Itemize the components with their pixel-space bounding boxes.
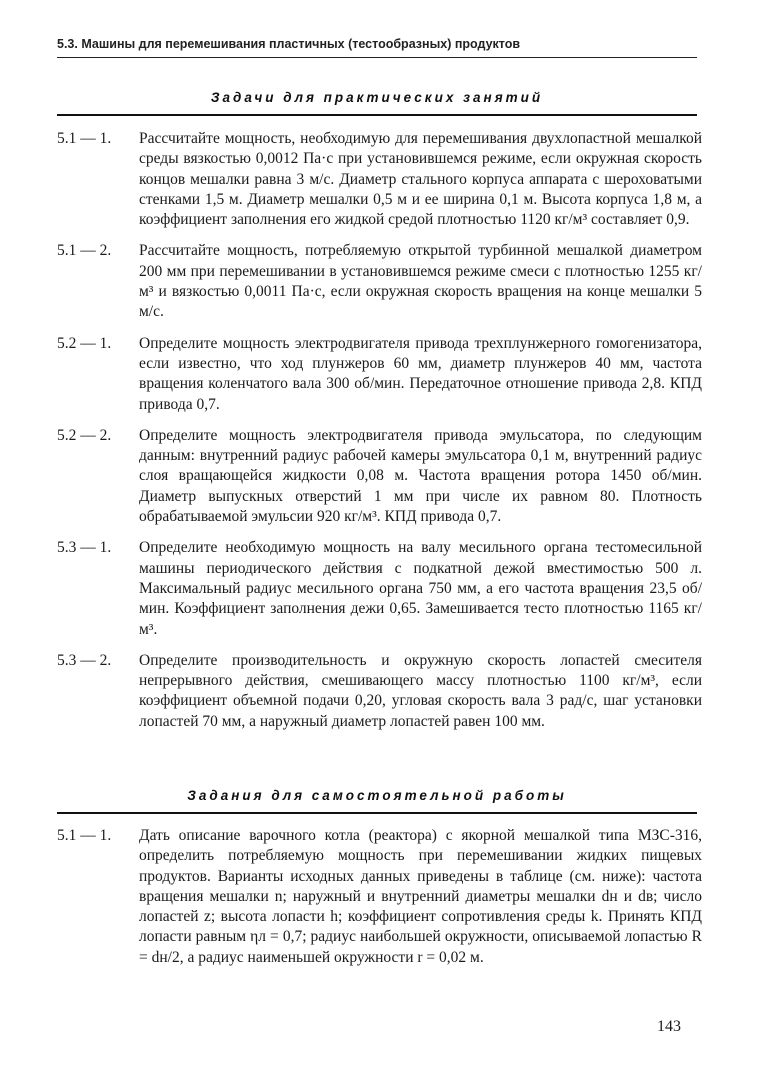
problem-item [57,538,702,639]
problem-item [57,241,702,322]
problem-text: Определите мощность электродвигателя привода эмульсатора, по следующим данным: внутренний радиус рабочей камеры эмульсатора 0,1 м, внутренний радиус слоя вращающейся жидкости 0,08 м. Частота вращения ротора 1450 об/мин. Диаметр выпускных отверстий 1 мм при числе их равном 80. Плотность обрабатываемой эмульсии 920 кг/м³. КПД привода 0,7. [139,426,702,526]
problem-item [57,334,702,415]
problem-number: 5.3 — 2. [57,651,112,669]
self-study-problem-list [57,826,702,968]
problem-number: 5.1 — 1. [57,827,112,844]
problem-text: Определите производительность и окружную скорость лопастей смесителя непрерывного действия, смешивающего массу плотностью 1100 кг/м³, если коэффициент объемной подачи 0,20, угловая скорость вала 3 рад/с, шаг установки лопастей 70 мм, а наружный диаметр лопастей равен 100 мм. [139,651,702,730]
problem-text: Определите необходимую мощность на валу месильного органа тестомесильной машины периодического действия с подкатной дежой вместимостью 500 л. Максимальный радиус месильного органа 750 мм, а его частота вращения 23,5 об/мин. Коэффициент заполнения дежи 0,65. Замешивается тесто плотностью 1165 кг/м³. [139,539,702,638]
problem-item [57,651,702,732]
page-number: 143 [657,1018,681,1035]
problem-item [57,426,702,527]
problem-item [57,129,702,230]
problem-number: 5.2 — 1. [57,334,112,352]
problem-number: 5.1 — 2. [57,242,112,260]
problem-item [57,826,702,968]
practice-problem-list [57,129,702,732]
problem-text: Определите мощность электродвигателя привода трехплунжерного гомогенизатора, если известно, что ход плунжеров 60 мм, диаметр плунжеров 40 мм, частота вращения коленчатого вала 300 об/мин. Передаточное отношение привода 2,8. КПД привода 0,7. [139,334,702,413]
running-head: 5.3. Машины для перемешивания пластичных (тестообразных) продуктов [57,37,697,58]
problem-number: 5.2 — 2. [57,426,112,444]
problem-number: 5.1 — 1. [57,130,112,147]
problem-number: 5.3 — 1. [57,539,112,557]
problem-text: Дать описание варочного котла (реактора) с якорной мешалкой типа МЗС-316, определить потребляемую мощность при перемешивании жидких пищевых продуктов. Варианты исходных данных приведены в таблице (см. ниже): частота вращения мешалки n; наружный и внутренний диаметры мешалки dн и dв; число лопастей z; высота лопасти h; коэффициент сопротивления среды k. Принять КПД лопасти равным ηл = 0,7; радиус наибольшей окружности, описываемой лопастью R = dн/2, а радиус наименьшей окружности r = 0,02 м. [139,827,702,966]
problem-text: Рассчитайте мощность, необходимую для перемешивания двухлопастной мешалкой среды вязкостью 0,0012 Па·с при установившемся режиме, если окружная скорость концов мешалки равна 3 м/с. Диаметр стального корпуса аппарата с шероховатыми стенками 1,5 м. Диаметр мешалки 0,5 м и ее ширина 0,1 м. Высота корпуса 1,8 м, а коэффициент заполнения его жидкой средой плотностью 1120 кг/м³ составляет 0,9. [139,130,702,229]
section-heading-self-study: Задания для самостоятельной работы [57,788,697,814]
section-heading-practice: Задачи для практических занятий [57,90,697,116]
problem-text: Рассчитайте мощность, потребляемую открытой турбинной мешалкой диаметром 200 мм при перемешивании в установившемся режиме смеси с плотностью 1255 кг/м³ и вязкостью 0,0011 Па·с, если окружная скорость вращения на конце мешалки 5 м/с. [139,242,702,321]
